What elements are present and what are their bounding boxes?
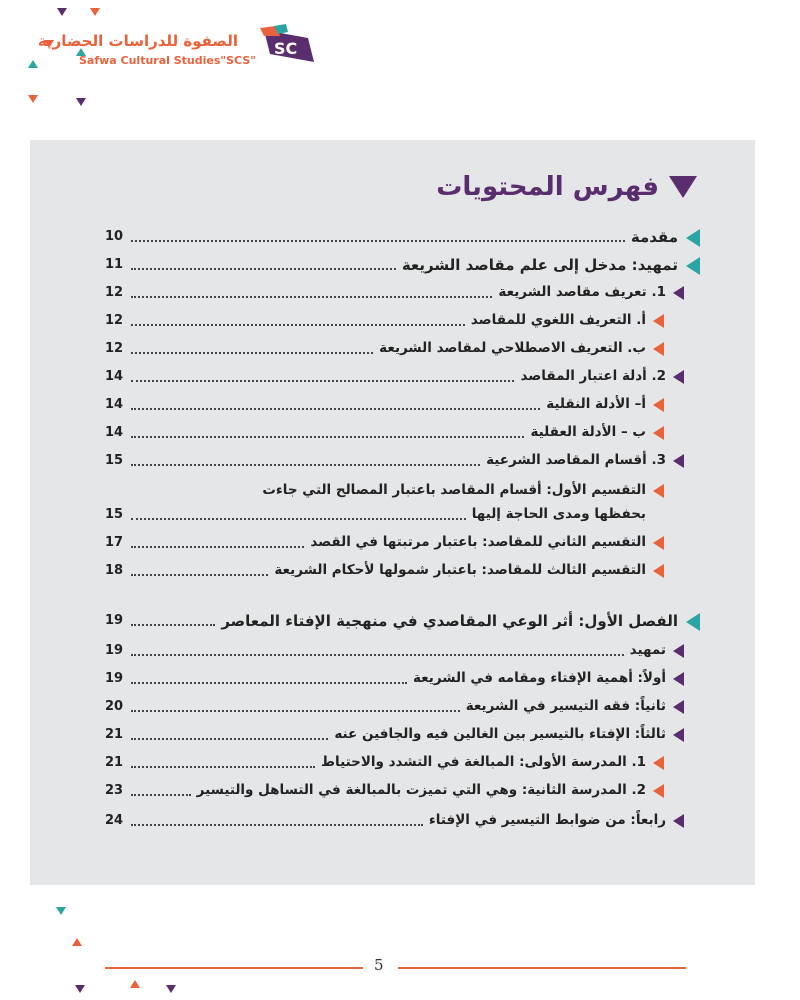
toc-entry-label: أولاً: أهمية الإفتاء ومقامه في الشريعة xyxy=(413,670,666,686)
bullet-triangle-icon xyxy=(653,342,664,356)
decor-triangle xyxy=(56,907,66,915)
toc-entry-label-continued: بحفظها ومدى الحاجة إليها xyxy=(471,506,646,522)
dot-leader xyxy=(131,408,540,410)
dot-leader xyxy=(131,268,396,270)
bullet-triangle-icon xyxy=(653,536,664,550)
toc-entry-page: 10 xyxy=(105,229,124,244)
toc-entry-page: 18 xyxy=(105,563,124,578)
dot-leader xyxy=(131,436,524,438)
toc-entry-page: 15 xyxy=(105,507,124,522)
toc-entry-label: ثانياً: فقه التيسير في الشريعة xyxy=(465,698,666,714)
toc-heading xyxy=(436,172,697,202)
toc-entry-label: التقسيم الأول: أقسام المقاصد باعتبار المصالح التي جاءت xyxy=(262,482,646,498)
bullet-triangle-icon xyxy=(653,426,664,440)
bullet-triangle-icon xyxy=(653,564,664,578)
dot-leader xyxy=(131,654,624,656)
toc-entry-label: تمهيد: مدخل إلى علم مقاصد الشريعة xyxy=(401,256,678,274)
toc-entry xyxy=(105,480,700,528)
bullet-triangle-icon xyxy=(653,784,664,798)
dot-leader xyxy=(131,710,460,712)
bullet-triangle-icon xyxy=(673,728,684,742)
decor-triangle xyxy=(76,98,86,106)
logo-arabic-text: الصفوة للدراسات الحضارية xyxy=(37,32,238,50)
bullet-triangle-icon xyxy=(653,484,664,498)
toc-entry-label: التقسيم الثاني للمقاصد: باعتبار مرتبتها في القصد xyxy=(310,534,646,550)
toc-entry-page: 21 xyxy=(105,755,124,770)
bullet-triangle-icon xyxy=(653,398,664,412)
decor-triangle xyxy=(75,985,85,993)
toc-entry-page: 14 xyxy=(105,397,124,412)
bullet-triangle-icon xyxy=(673,672,684,686)
dot-leader xyxy=(131,682,407,684)
toc-entry-label: مقدمة xyxy=(630,228,678,246)
toc-entry-page: 14 xyxy=(105,425,124,440)
toc-title: فهرس المحتويات xyxy=(436,172,659,202)
toc-entry xyxy=(105,450,700,474)
dot-leader xyxy=(131,380,514,382)
toc-entry-page: 15 xyxy=(105,453,124,468)
bullet-triangle-icon xyxy=(653,314,664,328)
scs-logo-icon xyxy=(256,24,318,68)
toc-entry-label: 3. أقسام المقاصد الشرعية xyxy=(486,452,666,468)
bullet-triangle-icon xyxy=(653,756,664,770)
toc-entry-label: ثالثاً: الإفتاء بالتيسير بين الغالين فيه والجافين عنه xyxy=(334,726,666,742)
toc-entry xyxy=(105,780,700,804)
toc-entry-page: 12 xyxy=(105,285,124,300)
toc-entry xyxy=(105,254,700,278)
toc-entry-label: ب. التعريف الاصطلاحي لمقاصد الشريعة xyxy=(379,340,646,356)
publisher-logo xyxy=(37,22,318,72)
dot-leader xyxy=(131,296,492,298)
bullet-triangle-icon xyxy=(673,454,684,468)
dot-leader xyxy=(131,518,466,520)
bullet-triangle-icon xyxy=(686,613,700,631)
dot-leader xyxy=(131,352,373,354)
heading-triangle-icon xyxy=(669,176,697,198)
toc-entry-page: 19 xyxy=(105,671,124,686)
toc-entry xyxy=(105,810,700,834)
toc-entry-page: 12 xyxy=(105,313,124,328)
bullet-triangle-icon xyxy=(673,370,684,384)
bullet-triangle-icon xyxy=(673,286,684,300)
toc-entry xyxy=(105,422,700,446)
dot-leader xyxy=(131,794,191,796)
toc-entry xyxy=(105,310,700,334)
toc-entry-page: 19 xyxy=(105,613,124,628)
toc-entry-page: 17 xyxy=(105,535,124,550)
bullet-triangle-icon xyxy=(673,644,684,658)
bullet-triangle-icon xyxy=(686,229,700,247)
toc-entry-page: 23 xyxy=(105,783,124,798)
bullet-triangle-icon xyxy=(673,700,684,714)
footer-rule-left xyxy=(105,967,363,969)
toc-entry xyxy=(105,394,700,418)
svg-text:SC: SC xyxy=(274,39,298,58)
toc-entry xyxy=(105,366,700,390)
toc-entry-label: التقسيم الثالث للمقاصد: باعتبار شمولها لأحكام الشريعة xyxy=(274,562,646,578)
toc-entry-label: 2. المدرسة الثانية: وهي التي تميزت بالمبالغة في التساهل والتيسير xyxy=(196,782,646,798)
decor-triangle xyxy=(130,980,140,988)
dot-leader xyxy=(131,546,304,548)
logo-english-text: Safwa Cultural Studies"SCS" xyxy=(78,54,256,67)
dot-leader xyxy=(131,824,423,826)
toc-entry xyxy=(105,752,700,776)
toc-entry-label: 1. تعريف مقاصد الشريعة xyxy=(498,284,666,300)
toc-entry xyxy=(105,532,700,556)
toc-entry-label: أ. التعريف اللغوي للمقاصد xyxy=(470,312,646,328)
toc-entry-label: ب – الأدلة العقلية xyxy=(530,424,646,440)
toc-entry xyxy=(105,226,700,250)
toc-panel xyxy=(30,140,755,885)
decor-triangle xyxy=(90,8,100,16)
toc-entry xyxy=(105,338,700,362)
dot-leader xyxy=(131,738,328,740)
bullet-triangle-icon xyxy=(686,257,700,275)
toc-entry-label: رابعاً: من ضوابط التيسير في الإفتاء xyxy=(428,812,666,828)
dot-leader xyxy=(131,324,465,326)
decor-triangle xyxy=(57,8,67,16)
toc-entry-label: تمهيد xyxy=(629,642,666,658)
toc-entry-label: 1. المدرسة الأولى: المبالغة في التشدد والاحتياط xyxy=(321,754,646,770)
toc-entry-page: 19 xyxy=(105,643,124,658)
footer-rule-right xyxy=(398,967,686,969)
dot-leader xyxy=(131,624,215,626)
toc-entry-page: 24 xyxy=(105,813,124,828)
toc-entry xyxy=(105,560,700,584)
decor-triangle xyxy=(72,938,82,946)
toc-entry-label: الفصل الأول: أثر الوعي المقاصدي في منهجية الإفتاء المعاصر xyxy=(221,612,678,630)
toc-entry xyxy=(105,610,700,634)
toc-entry xyxy=(105,668,700,692)
toc-entry-page: 14 xyxy=(105,369,124,384)
dot-leader xyxy=(131,464,480,466)
dot-leader xyxy=(131,574,268,576)
toc-entry xyxy=(105,696,700,720)
dot-leader xyxy=(131,240,625,242)
toc-entry xyxy=(105,640,700,664)
decor-triangle xyxy=(28,95,38,103)
page-number: 5 xyxy=(374,956,384,974)
toc-entry-page: 12 xyxy=(105,341,124,356)
decor-triangle xyxy=(28,60,38,68)
toc-entry-label: 2. أدلة اعتبار المقاصد xyxy=(520,368,666,384)
toc-entry-page: 11 xyxy=(105,257,124,272)
dot-leader xyxy=(131,766,315,768)
toc-entry xyxy=(105,724,700,748)
toc-entry xyxy=(105,282,700,306)
toc-entry-page: 20 xyxy=(105,699,124,714)
toc-entry-label: أ– الأدلة النقلية xyxy=(546,396,646,412)
toc-entry-page: 21 xyxy=(105,727,124,742)
bullet-triangle-icon xyxy=(673,814,684,828)
decor-triangle xyxy=(166,985,176,993)
